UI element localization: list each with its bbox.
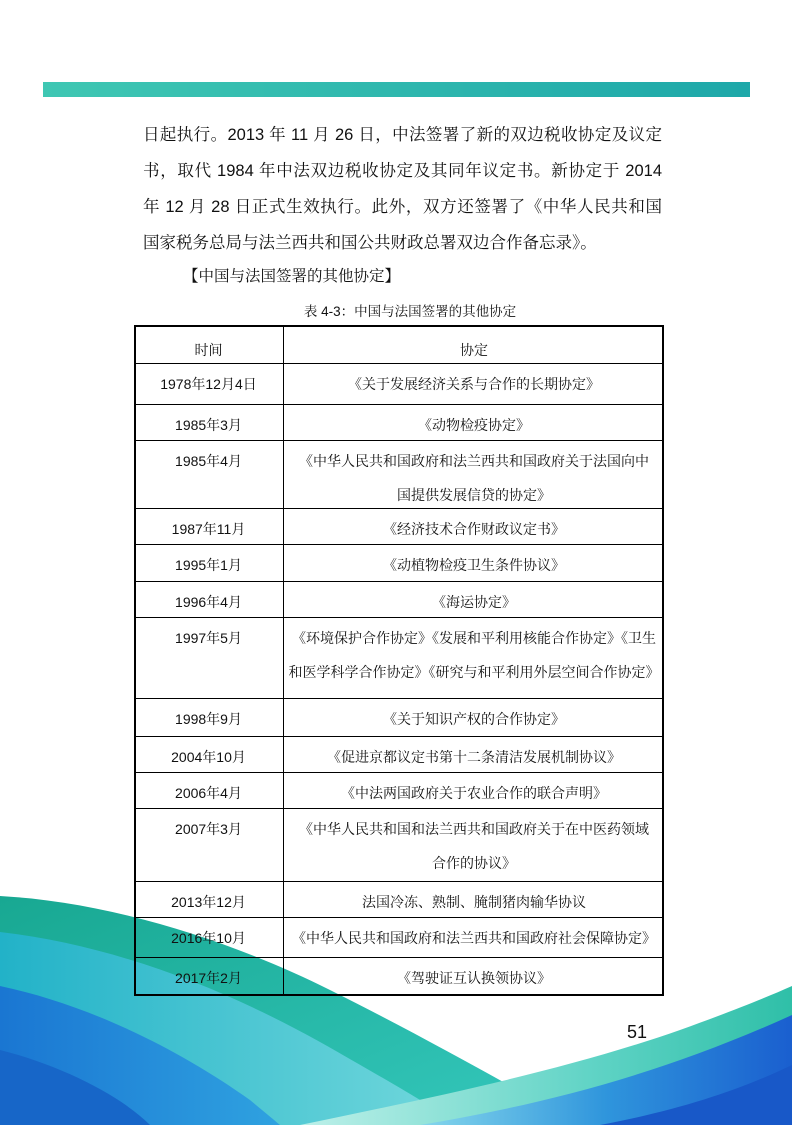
- agreement-line: 《关于发展经济关系与合作的长期协定》: [348, 376, 600, 392]
- agreement-cell: [284, 882, 664, 917]
- time-cell: 1978年12月4日: [134, 364, 284, 404]
- agreement-cell: [284, 582, 664, 617]
- table-row: [134, 958, 664, 996]
- table-row: [134, 545, 664, 582]
- time-cell: 1985年4月: [134, 441, 284, 508]
- header-cell-time: 时间: [134, 325, 284, 363]
- agreement-cell: [284, 958, 664, 996]
- table-row: [134, 509, 664, 545]
- table-row: [134, 737, 664, 773]
- agreements-table: [134, 325, 664, 996]
- agreement-cell: [284, 737, 664, 772]
- agreement-line: 《驾驶证互认换领协议》: [397, 970, 551, 986]
- agreement-cell: [284, 618, 664, 698]
- time-cell: 2004年10月: [134, 737, 284, 772]
- agreement-line: 《中华人民共和国政府和法兰西共和国政府关于法国向中: [299, 453, 649, 469]
- agreement-line: 《动物检疫协定》: [418, 417, 530, 433]
- time-cell: 2007年3月: [134, 809, 284, 881]
- agreement-line: 国提供发展信贷的协定》: [397, 487, 551, 503]
- agreement-cell: [284, 441, 664, 508]
- time-cell: 1996年4月: [134, 582, 284, 617]
- table-row: [134, 405, 664, 441]
- table-row: [134, 699, 664, 737]
- table-row: [134, 773, 664, 809]
- agreement-line: 《环境保护合作协定》《发展和平利用核能合作协定》《卫生: [292, 630, 656, 646]
- section-subheading: 【中国与法国签署的其他协定】: [183, 268, 401, 285]
- agreement-cell: [284, 773, 664, 808]
- table-row: [134, 441, 664, 509]
- header-cell-agreement: 协定: [460, 342, 488, 358]
- paragraph-line: 书，取代 1984 年中法双边税收协定及其同年议定书。新协定于 2014: [143, 162, 662, 180]
- time-cell: 1997年5月: [134, 618, 284, 698]
- agreement-cell: [284, 545, 664, 581]
- agreement-line: 《促进京都议定书第十二条清洁发展机制协议》: [327, 749, 621, 765]
- agreement-cell: [284, 918, 664, 957]
- table-row: [134, 882, 664, 918]
- time-cell: 2013年12月: [134, 882, 284, 917]
- table-row: [134, 809, 664, 882]
- agreement-line: 《海运协定》: [432, 594, 516, 610]
- agreement-line: 《中华人民共和国和法兰西共和国政府关于在中医药领域: [299, 821, 649, 837]
- time-cell: 1995年1月: [134, 545, 284, 581]
- paragraph-line: 年 12 月 28 日正式生效执行。此外，双方还签署了《中华人民共和国: [143, 198, 662, 216]
- table-caption: 表 4-3：中国与法国签署的其他协定: [303, 304, 517, 319]
- time-cell: 2017年2月: [134, 958, 284, 996]
- agreement-line: 和医学科学合作协定》《研究与和平利用外层空间合作协定》: [288, 664, 660, 680]
- agreement-line: 法国冷冻、熟制、腌制猪肉输华协议: [362, 894, 586, 910]
- table-row: [134, 364, 664, 405]
- body-paragraph: [143, 117, 662, 261]
- time-cell: 1987年11月: [134, 509, 284, 544]
- table-row: [134, 618, 664, 699]
- agreement-cell: [284, 699, 664, 736]
- time-cell: 2016年10月: [134, 918, 284, 957]
- agreement-line: 《中华人民共和国政府和法兰西共和国政府社会保障协定》: [292, 930, 656, 946]
- agreement-cell: [284, 509, 664, 544]
- paragraph-line: 日起执行。2013 年 11 月 26 日，中法签署了新的双边税收协定及议定: [143, 126, 662, 144]
- paragraph-line: 国家税务总局与法兰西共和国公共财政总署双边合作备忘录》。: [143, 234, 597, 252]
- agreement-cell: [284, 809, 664, 881]
- agreement-cell: [284, 405, 664, 440]
- time-cell: 1998年9月: [134, 699, 284, 736]
- table-row: [134, 918, 664, 958]
- agreement-line: 合作的协议》: [432, 855, 516, 871]
- table-header-row: [134, 325, 664, 364]
- agreement-line: 《动植物检疫卫生条件协议》: [383, 557, 565, 573]
- page-number: 51: [626, 1022, 648, 1042]
- table-row: [134, 582, 664, 618]
- agreement-cell: [284, 364, 664, 404]
- agreement-line: 《关于知识产权的合作协定》: [383, 711, 565, 727]
- agreement-line: 《经济技术合作财政议定书》: [383, 521, 565, 537]
- time-cell: 2006年4月: [134, 773, 284, 808]
- top-accent-bar: [43, 82, 750, 97]
- time-cell: 1985年3月: [134, 405, 284, 440]
- table-body: [134, 325, 664, 996]
- agreement-line: 《中法两国政府关于农业合作的联合声明》: [341, 785, 607, 801]
